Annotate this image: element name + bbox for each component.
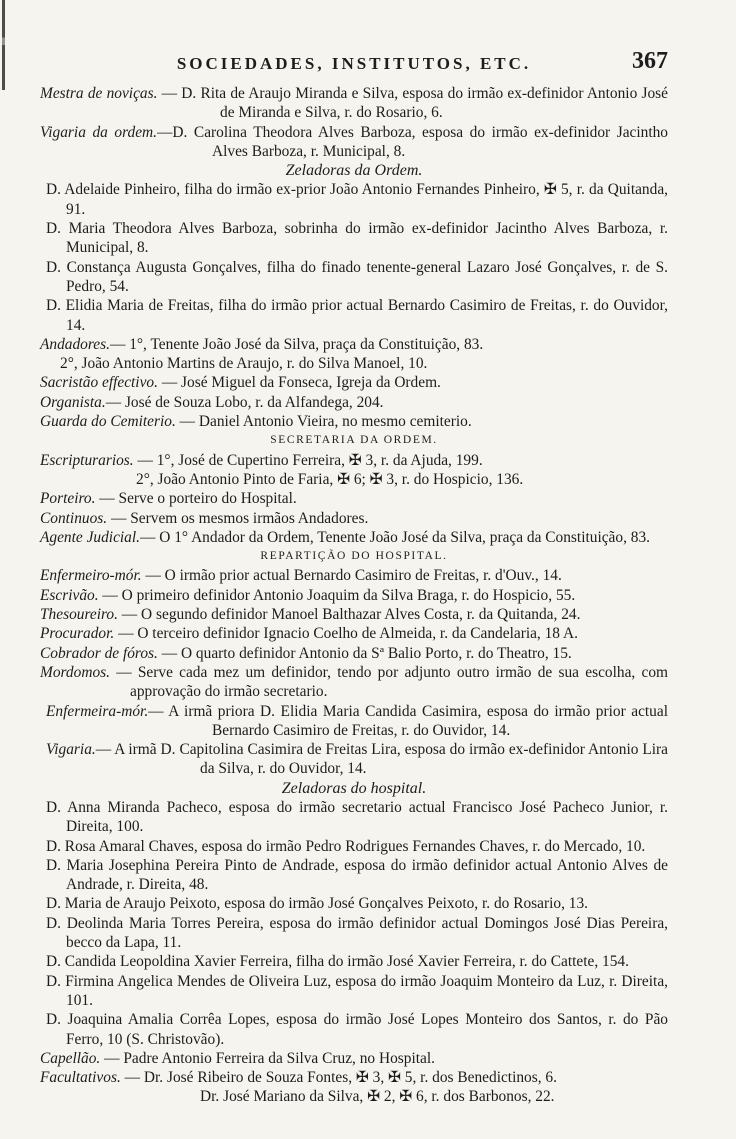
- entry-text: — 1°, José de Cupertino Ferreira, ✠ 3, r. da Ajuda, 199.: [133, 451, 483, 469]
- list-item: D. Maria Josephina Pereira Pinto de Andrade, esposa do irmão definidor actual Antonio Alves de Andrade, r. Direita, 48.: [46, 856, 668, 894]
- entry-continuos: [40, 509, 668, 528]
- entry-mestra: [40, 84, 668, 123]
- entry-enfermeiro-mor: [40, 566, 668, 585]
- list-item: D. Anna Miranda Pacheco, esposa do irmão secretario actual Francisco José Pacheco Junior, r. Direita, 100.: [46, 798, 668, 836]
- entry-label: Thesoureiro.: [40, 606, 118, 624]
- entry-text: 2°, João Antonio Martins de Araujo, r. do Silva Manoel, 10.: [60, 355, 428, 373]
- entry-label: Organista.: [40, 393, 106, 411]
- entry-text: — Padre Antonio Ferreira da Silva Cruz, no Hospital.: [100, 1049, 435, 1067]
- running-title: SOCIEDADES, INSTITUTOS, ETC.: [176, 54, 532, 73]
- entry-label: Mestra de noviças.: [40, 85, 158, 102]
- list-item: D. Maria Theodora Alves Barboza, sobrinha do irmão ex-definidor Jacintho Alves Barboza, r. Municipal, 8.: [46, 220, 668, 257]
- entry-thesoureiro: [40, 605, 668, 624]
- entry-andador-2: [40, 354, 668, 373]
- list-item: D. Adelaide Pinheiro, filha do irmão ex-prior João Antonio Fernandes Pinheiro, ✠ 5, r. da Quitanda, 91.: [46, 181, 668, 218]
- entry-label: Vigaria.: [46, 741, 96, 759]
- entry-escripturario-2: 2°, João Antonio Pinto de Faria, ✠ 6; ✠ 3, r. do Hospicio, 136.: [136, 470, 524, 488]
- entry-andadores: [40, 335, 668, 354]
- entry-label: Capellão.: [40, 1049, 101, 1067]
- binding-edge: [2, 0, 5, 150]
- entry-text: — Servem os mesmos irmãos Andadores.: [107, 509, 369, 527]
- list-item: D. Joaquina Amalia Corrêa Lopes, esposa do irmão José Lopes Monteiro dos Santos, r. do Pão Ferro, 10 (S. Christovão).: [46, 1011, 668, 1048]
- section-heading-reparticao: REPARTIÇÃO DO HOSPITAL.: [260, 550, 448, 563]
- entry-text: — A irmã priora D. Elidia Maria Candida Casimira, esposa do irmão prior actual Bernardo Casimiro de Freitas, r. do Ouvidor, 14.: [148, 702, 668, 739]
- entry-text: — Serve o porteiro do Hospital.: [95, 490, 297, 508]
- entry-cobrador: [40, 644, 668, 663]
- entry-vigaria-hospital: [40, 740, 668, 779]
- entry-facultativos: [40, 1068, 668, 1087]
- entry-capellao: [40, 1049, 668, 1068]
- list-item: D. Firmina Angelica Mendes de Oliveira Luz, esposa do irmão Joaquim Monteiro da Luz, r. Direita, 101.: [46, 972, 668, 1009]
- entry-text: — O terceiro definidor Ignacio Coelho de Almeida, r. da Candelaria, 18 A.: [114, 625, 578, 643]
- list-item: D. Candida Leopoldina Xavier Ferreira, filha do irmão José Xavier Ferreira, r. do Cattete, 154.: [46, 953, 629, 971]
- entry-label: Escrivão.: [40, 586, 99, 604]
- entry-guarda: [40, 412, 668, 431]
- entry-escrivao: [40, 586, 668, 605]
- entry-porteiro: [40, 489, 668, 508]
- entry-facultativo-2: Dr. José Mariano da Silva, ✠ 2, ✠ 6, r. dos Barbonos, 22.: [200, 1088, 555, 1106]
- entry-vigaria-ordem: [40, 123, 668, 162]
- entry-text: — O primeiro definidor Antonio Joaquim da Silva Braga, r. do Hospicio, 55.: [98, 586, 576, 604]
- page-body: [40, 84, 668, 1107]
- entry-label: Mordomos.: [40, 663, 110, 681]
- list-item: D. Rosa Amaral Chaves, esposa do irmão Pedro Rodrigues Fernandes Chaves, r. do Mercado, 10.: [46, 837, 646, 855]
- entry-text: — O segundo definidor Manoel Balthazar Alves Costa, r. da Quitanda, 24.: [117, 606, 581, 624]
- entry-label: Continuos.: [40, 509, 108, 527]
- entry-text: —D. Carolina Theodora Alves Barboza, esposa do irmão ex-definidor Jacintho Alves Barboza, r. Municipal, 8.: [157, 123, 668, 160]
- entry-text: — O 1° Andador da Ordem, Tenente João José da Silva, praça da Constituição, 83.: [140, 528, 651, 546]
- list-item: D. Maria de Araujo Peixoto, esposa do irmão José Gonçalves Peixoto, r. do Rosario, 13.: [46, 895, 589, 913]
- entry-label: Vigaria da ordem.: [40, 123, 158, 141]
- entry-label: Enfermeira-mór.: [46, 702, 149, 720]
- entry-label: Escripturarios.: [40, 451, 134, 469]
- list-item: D. Deolinda Maria Torres Pereira, esposa do irmão definidor actual Domingos José Dias Pereira, becco da Lapa, 11.: [46, 914, 668, 952]
- entry-escripturarios: [40, 451, 668, 470]
- entry-text: — Dr. José Ribeiro de Souza Fontes, ✠ 3, ✠ 5, r. dos Benedictinos, 6.: [120, 1069, 557, 1087]
- entry-label: Cobrador de fóros.: [40, 644, 158, 662]
- entry-procurador: [40, 624, 668, 643]
- page-number: 367: [632, 48, 668, 74]
- entry-text: — José Miguel da Fonseca, Igreja da Ordem.: [157, 374, 441, 392]
- section-heading-zeladoras-ordem: Zeladoras da Ordem.: [285, 162, 423, 180]
- entry-text: — O irmão prior actual Bernardo Casimiro de Freitas, r. d'Ouv., 14.: [141, 567, 562, 585]
- entry-text: — O quarto definidor Antonio da Sª Balio Porto, r. do Theatro, 15.: [157, 644, 572, 662]
- entry-label: Facultativos.: [40, 1069, 121, 1087]
- entry-label: Procurador.: [40, 625, 115, 643]
- entry-enfermeira-mor: [40, 702, 668, 741]
- entry-agente-judicial: [40, 528, 668, 547]
- entry-label: Agente Judicial.: [40, 528, 141, 546]
- entry-text: — José de Souza Lobo, r. da Alfandega, 204.: [105, 393, 384, 411]
- entry-text: — A irmã D. Capitolina Casimira de Freitas Lira, esposa do irmão ex-definidor Antonio Lira da Silva, r. do Ouvidor, 14.: [95, 741, 668, 778]
- entry-label: Enfermeiro-mór.: [40, 567, 142, 585]
- list-item: D. Elidia Maria de Freitas, filha do irmão prior actual Bernardo Casimiro de Freitas, r. do Ouvidor, 14.: [46, 297, 668, 334]
- page-header: [40, 48, 668, 78]
- section-heading-zeladoras-hospital: Zeladoras do hospital.: [281, 779, 427, 797]
- entry-organista: [40, 393, 668, 412]
- entry-label: Sacristão effectivo.: [40, 374, 158, 392]
- entry-text: — D. Rita de Araujo Miranda e Silva, esposa do irmão ex-definidor Antonio José de Miranda e Silva, r. do Rosario, 6.: [157, 85, 669, 122]
- entry-label: Porteiro.: [40, 490, 96, 508]
- entry-text: — 1°, Tenente João José da Silva, praça da Constituição, 83.: [109, 335, 484, 353]
- entry-label: Andadores.: [40, 335, 110, 353]
- entry-sacristao: [40, 373, 668, 392]
- entry-text: — Daniel Antonio Vieira, no mesmo cemiterio.: [175, 413, 472, 431]
- entry-label: Guarda do Cemiterio.: [40, 413, 176, 431]
- section-heading-secretaria: SECRETARIA DA ORDEM.: [270, 434, 438, 447]
- entry-text: — Serve cada mez um definidor, tendo por adjunto outro irmão de sua escolha, com approvação do irmão secretario.: [109, 663, 668, 701]
- list-item: D. Constança Augusta Gonçalves, filha do finado tenente-general Lazaro José Gonçalves, r. de S. Pedro, 54.: [46, 258, 668, 295]
- entry-mordomos: [40, 663, 668, 702]
